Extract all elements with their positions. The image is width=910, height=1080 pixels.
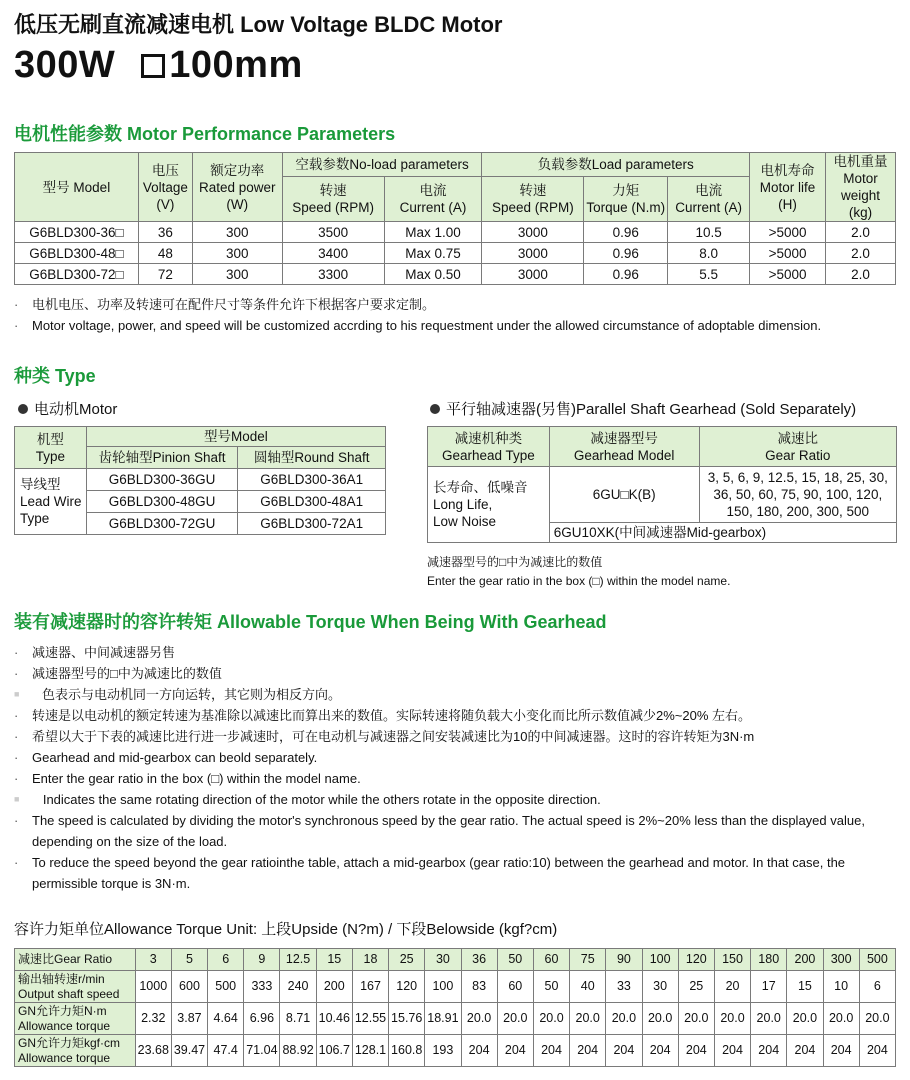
square-icon <box>141 54 165 78</box>
ratio-cell: 3 <box>135 949 171 971</box>
cell-pinion: G6BLD300-72GU <box>86 513 238 535</box>
label-ratio: 减速比Gear Ratio <box>15 949 136 971</box>
size-value: 100mm <box>169 44 303 86</box>
th-voltage: 电压 Voltage (V) <box>138 153 192 222</box>
torque-nm-cell: 15.76 <box>389 1003 425 1035</box>
table-row <box>15 264 896 285</box>
cell-power: 300 <box>192 243 282 264</box>
table-row <box>15 222 896 243</box>
cell-lead-wire: 导线型 Lead Wire Type <box>15 469 87 535</box>
torque-kgf-cell: 204 <box>787 1035 823 1067</box>
th-load: 负载参数Load parameters <box>482 153 750 177</box>
torque-nm-cell: 20.0 <box>570 1003 606 1035</box>
cell-model: G6BLD300-48□ <box>15 243 139 264</box>
note-item: · 希望以大于下表的减速比进行进一步减速时，可在电动机与减速器之间安装减速比为10的中间减速器。这时的容许转矩为3N·m <box>14 729 755 744</box>
note-item: ■ 色表示与电动机同一方向运转，其它则为相反方向。 <box>14 687 342 702</box>
cell-pinion: G6BLD300-36GU <box>86 469 238 491</box>
note-item: ■ Indicates the same rotating direction of the motor while the others rotate in the opposite direction. <box>14 792 601 807</box>
torque-kgf-cell: 204 <box>606 1035 642 1067</box>
cell-model: G6BLD300-72□ <box>15 264 139 285</box>
torque-kgf-cell: 160.8 <box>389 1035 425 1067</box>
torque-kgf-cell: 204 <box>823 1035 859 1067</box>
gear-note-cn: 减速器型号的□中为减速比的数值 <box>427 555 603 569</box>
speed-cell: 120 <box>389 971 425 1003</box>
speed-cell: 50 <box>533 971 569 1003</box>
torque-nm-cell: 20.0 <box>642 1003 678 1035</box>
torque-kgf-cell: 88.92 <box>280 1035 316 1067</box>
torque-nm-cell: 20.0 <box>787 1003 823 1035</box>
cell-nl-current: Max 0.50 <box>384 264 482 285</box>
power-value: 300W <box>14 44 116 86</box>
th-motor-weight: 电机重量 Motor weight (kg) <box>825 153 895 222</box>
note-item: · Gearhead and mid-gearbox can beold separately. <box>14 750 318 765</box>
note-item: · The speed is calculated by dividing the motor's synchronous speed by the gear ratio. The actual speed is 2%~20% less than the displayed value, depending on the size of the load. <box>14 813 865 849</box>
note-item: · 转速是以电动机的额定转速为基准除以减速比而算出来的数值。实际转速将随负载大小变化而比所示数值减少2%~20% 左右。 <box>14 708 752 723</box>
ratio-cell: 150 <box>714 949 750 971</box>
cell-weight: 2.0 <box>825 222 895 243</box>
torque-nm-cell: 12.55 <box>352 1003 388 1035</box>
performance-table <box>14 152 896 285</box>
cell-model: G6BLD300-36□ <box>15 222 139 243</box>
torque-nm-cell: 20.0 <box>823 1003 859 1035</box>
speed-cell: 83 <box>461 971 497 1003</box>
cell-weight: 2.0 <box>825 243 895 264</box>
torque-kgf-cell: 204 <box>678 1035 714 1067</box>
note-item: · To reduce the speed beyond the gear ratiointhe table, attach a mid-gearbox (gear ratio:10) between the gearhead and motor. In that case, the permissible torque is 3N·m. <box>14 855 846 891</box>
torque-kgf-cell: 204 <box>570 1035 606 1067</box>
cell-l-current: 8.0 <box>668 243 750 264</box>
motor-subtitle: 电动机Motor <box>18 398 117 419</box>
cell-gearhead-type: 长寿命、低噪音 Long Life, Low Noise <box>428 467 550 543</box>
ratio-cell: 9 <box>244 949 280 971</box>
cell-pinion: G6BLD300-48GU <box>86 491 238 513</box>
gear-note-en: Enter the gear ratio in the box (□) within the model name. <box>427 574 731 588</box>
torque-nm-cell: 18.91 <box>425 1003 461 1035</box>
cell-l-current: 10.5 <box>668 222 750 243</box>
torque-nm-cell: 8.71 <box>280 1003 316 1035</box>
speed-cell: 6 <box>859 971 895 1003</box>
th-model: 型号Model <box>86 427 385 447</box>
th-nl-speed: 转速 Speed (RPM) <box>282 177 384 222</box>
ratio-cell: 30 <box>425 949 461 971</box>
ratio-cell: 5 <box>171 949 207 971</box>
speed-cell: 167 <box>352 971 388 1003</box>
torque-kgf-cell: 204 <box>751 1035 787 1067</box>
torque-kgf-cell: 23.68 <box>135 1035 171 1067</box>
torque-nm-cell: 20.0 <box>533 1003 569 1035</box>
torque-nm-cell: 20.0 <box>461 1003 497 1035</box>
ratio-cell: 500 <box>859 949 895 971</box>
cell-round: G6BLD300-72A1 <box>238 513 386 535</box>
ratio-cell: 6 <box>208 949 244 971</box>
cell-torque: 0.96 <box>584 264 668 285</box>
torque-nm-cell: 20.0 <box>497 1003 533 1035</box>
type-title: 种类 Type <box>14 366 96 386</box>
speed-row <box>15 971 896 1003</box>
cell-nl-current: Max 0.75 <box>384 243 482 264</box>
torque-kgf-cell: 47.4 <box>208 1035 244 1067</box>
torque-table-title: 容许力矩单位Allowance Torque Unit: 上段Upside (N?m) / 下段Belowside (kgf?cm) <box>14 921 558 938</box>
note-item: · 电机电压、功率及转速可在配件尺寸等条件允许下根据客户要求定制。 <box>14 297 436 312</box>
ratio-cell: 200 <box>787 949 823 971</box>
cell-life: >5000 <box>750 243 826 264</box>
cell-round: G6BLD300-36A1 <box>238 469 386 491</box>
ratio-cell: 25 <box>389 949 425 971</box>
ratio-cell: 12.5 <box>280 949 316 971</box>
cell-nl-speed: 3500 <box>282 222 384 243</box>
th-motor-life: 电机寿命 Motor life (H) <box>750 153 826 222</box>
torque-nm-cell: 10.46 <box>316 1003 352 1035</box>
torque-kgf-cell: 204 <box>642 1035 678 1067</box>
note-item: · Motor voltage, power, and speed will be customized accrding to his requestment under the allowed circumstance of adoptable dimension. <box>14 318 822 333</box>
torque-kgf-cell: 204 <box>533 1035 569 1067</box>
th-torque: 力矩 Torque (N.m) <box>584 177 668 222</box>
ratio-cell: 60 <box>533 949 569 971</box>
torque-kgf-cell: 204 <box>497 1035 533 1067</box>
ratio-cell: 50 <box>497 949 533 971</box>
speed-cell: 17 <box>751 971 787 1003</box>
ratio-cell: 36 <box>461 949 497 971</box>
torque-nm-row <box>15 1003 896 1035</box>
cell-voltage: 48 <box>138 243 192 264</box>
gearhead-table <box>427 426 897 543</box>
allowable-title: 装有减速器时的容许转矩 Allowable Torque When Being With Gearhead <box>14 612 607 632</box>
torque-kgf-cell: 204 <box>859 1035 895 1067</box>
ratio-row <box>15 949 896 971</box>
motor-type-table <box>14 426 386 535</box>
cell-weight: 2.0 <box>825 264 895 285</box>
cell-l-current: 5.5 <box>668 264 750 285</box>
torque-kgf-cell: 106.7 <box>316 1035 352 1067</box>
speed-cell: 100 <box>425 971 461 1003</box>
bullet-dot-icon <box>430 404 440 414</box>
speed-cell: 333 <box>244 971 280 1003</box>
ratio-cell: 90 <box>606 949 642 971</box>
torque-nm-cell: 20.0 <box>678 1003 714 1035</box>
speed-cell: 10 <box>823 971 859 1003</box>
speed-cell: 20 <box>714 971 750 1003</box>
cell-torque: 0.96 <box>584 243 668 264</box>
speed-cell: 60 <box>497 971 533 1003</box>
note-item: · 减速器型号的□中为减速比的数值 <box>14 666 222 681</box>
cell-l-speed: 3000 <box>482 264 584 285</box>
cell-gearhead-model: 6GU□K(B) <box>549 467 699 523</box>
torque-kgf-cell: 39.47 <box>171 1035 207 1067</box>
ratio-cell: 180 <box>751 949 787 971</box>
ratio-cell: 18 <box>352 949 388 971</box>
torque-kgf-cell: 204 <box>461 1035 497 1067</box>
torque-kgf-cell: 128.1 <box>352 1035 388 1067</box>
gear-subtitle: 平行轴减速器(另售)Parallel Shaft Gearhead (Sold Separately) <box>430 398 856 419</box>
ratio-cell: 75 <box>570 949 606 971</box>
th-rated-power: 额定功率 Rated power (W) <box>192 153 282 222</box>
cell-nl-current: Max 1.00 <box>384 222 482 243</box>
th-model: 型号 Model <box>15 153 139 222</box>
bullet-dot-icon <box>18 404 28 414</box>
note-item: · Enter the gear ratio in the box (□) within the model name. <box>14 771 361 786</box>
cell-life: >5000 <box>750 222 826 243</box>
cell-nl-speed: 3400 <box>282 243 384 264</box>
th-gear-ratio: 减速比 Gear Ratio <box>699 427 896 467</box>
torque-nm-cell: 20.0 <box>751 1003 787 1035</box>
cell-gear-ratios: 3, 5, 6, 9, 12.5, 15, 18, 25, 30, 36, 50, 60, 75, 90, 100, 120, 150, 180, 200, 300, 500 <box>699 467 896 523</box>
ratio-cell: 15 <box>316 949 352 971</box>
speed-cell: 25 <box>678 971 714 1003</box>
speed-cell: 40 <box>570 971 606 1003</box>
note-item: · 减速器、中间减速器另售 <box>14 645 176 660</box>
speed-cell: 15 <box>787 971 823 1003</box>
torque-nm-cell: 6.96 <box>244 1003 280 1035</box>
spec-heading <box>14 44 303 87</box>
cell-mid-gearbox: 6GU10XK(中间减速器Mid-gearbox) <box>549 523 896 543</box>
label-kgf: GN允许力矩kgf·cm Allowance torque <box>15 1035 136 1067</box>
ratio-cell: 300 <box>823 949 859 971</box>
cell-round: G6BLD300-48A1 <box>238 491 386 513</box>
th-gearhead-model: 减速器型号 Gearhead Model <box>549 427 699 467</box>
speed-cell: 240 <box>280 971 316 1003</box>
torque-nm-cell: 3.87 <box>171 1003 207 1035</box>
allowable-notes <box>14 642 904 894</box>
th-type: 机型 Type <box>15 427 87 469</box>
th-pinion: 齿轮轴型Pinion Shaft <box>86 447 238 469</box>
torque-nm-cell: 20.0 <box>606 1003 642 1035</box>
torque-table <box>14 948 896 1067</box>
gear-note <box>427 553 730 591</box>
label-speed: 输出轴转速r/min Output shaft speed <box>15 971 136 1003</box>
page-title: 低压无刷直流减速电机 Low Voltage BLDC Motor <box>14 12 503 37</box>
ratio-cell: 120 <box>678 949 714 971</box>
speed-cell: 1000 <box>135 971 171 1003</box>
ratio-cell: 100 <box>642 949 678 971</box>
th-no-load: 空载参数No-load parameters <box>282 153 482 177</box>
torque-kgf-cell: 204 <box>714 1035 750 1067</box>
cell-voltage: 72 <box>138 264 192 285</box>
cell-torque: 0.96 <box>584 222 668 243</box>
cell-power: 300 <box>192 264 282 285</box>
th-gearhead-type: 减速机种类 Gearhead Type <box>428 427 550 467</box>
torque-nm-cell: 2.32 <box>135 1003 171 1035</box>
torque-nm-cell: 4.64 <box>208 1003 244 1035</box>
torque-kgf-cell: 193 <box>425 1035 461 1067</box>
speed-cell: 33 <box>606 971 642 1003</box>
speed-cell: 600 <box>171 971 207 1003</box>
speed-cell: 30 <box>642 971 678 1003</box>
th-l-speed: 转速 Speed (RPM) <box>482 177 584 222</box>
th-round: 圆轴型Round Shaft <box>238 447 386 469</box>
speed-cell: 200 <box>316 971 352 1003</box>
th-nl-current: 电流 Current (A) <box>384 177 482 222</box>
speed-cell: 500 <box>208 971 244 1003</box>
table-row <box>15 243 896 264</box>
torque-kgf-row <box>15 1035 896 1067</box>
label-nm: GN允许力矩N·m Allowance torque <box>15 1003 136 1035</box>
torque-nm-cell: 20.0 <box>859 1003 895 1035</box>
cell-life: >5000 <box>750 264 826 285</box>
cell-l-speed: 3000 <box>482 222 584 243</box>
performance-notes <box>14 294 904 336</box>
performance-title: 电机性能参数 Motor Performance Parameters <box>14 124 396 144</box>
torque-nm-cell: 20.0 <box>714 1003 750 1035</box>
cell-power: 300 <box>192 222 282 243</box>
cell-voltage: 36 <box>138 222 192 243</box>
th-l-current: 电流 Current (A) <box>668 177 750 222</box>
cell-nl-speed: 3300 <box>282 264 384 285</box>
torque-kgf-cell: 71.04 <box>244 1035 280 1067</box>
cell-l-speed: 3000 <box>482 243 584 264</box>
